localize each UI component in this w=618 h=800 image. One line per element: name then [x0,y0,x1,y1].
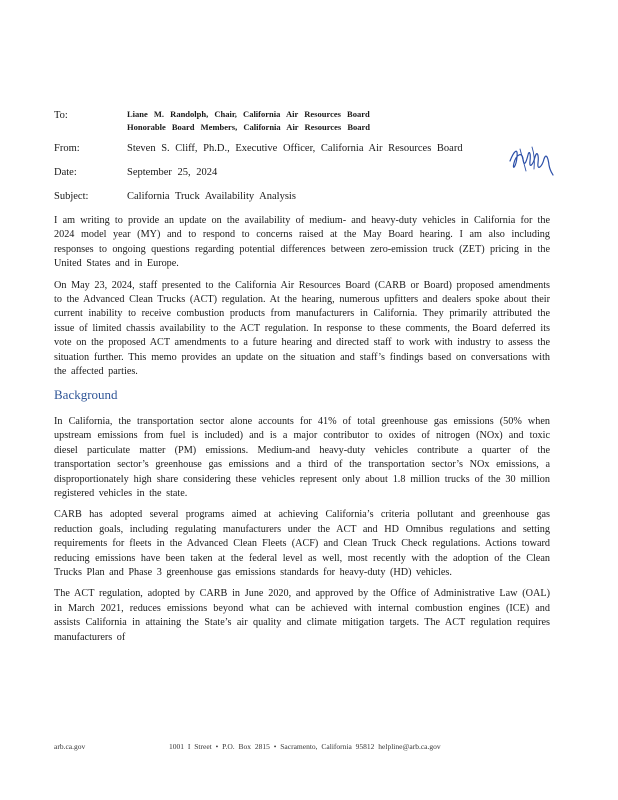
to-label: To: [54,110,68,121]
handwritten-signature [508,141,554,177]
subject-row [54,189,554,213]
to-recipient-members: Honorable Board Members, California Air Resources Board [127,122,371,132]
paragraph: In California, the transportation sector alone accounts for 41% of total greenhouse gas emissions (50% when upstream emissions from fuel is included) and is a major contributor to oxides of nitrogen (NOx) and toxic diesel particulate matter (PM) emissions. Medium-and heavy-duty vehicles contribute a quarter of the transportation sector’s greenhouse gas emissions and a third of the transportation sector’s NOx emissions, a disproportionately high share considering these vehicles represent only about 1.8 million trucks of the 30 million registered vehicles in the state. [54,415,550,499]
to-recipients [127,110,547,134]
subject-value: California Truck Availability Analysis [127,191,296,202]
paragraph: On May 23, 2024, staff presented to the California Air Resources Board (CARB or Board) proposed amendments to the Advanced Clean Trucks (ACT) regulation. At the hearing, numerous upfitters and dealers spoke about their current inability to receive combustion products from manufacturers in California. They primarily attributed the issue of limited chassis availability to the ACT regulation. In response to these comments, the Board deferred its vote on the proposed ACT amendments to a future hearing and directed staff to work with industry to assess the situation further. This memo provides an update on the situation and staff’s findings based on conversations with the affected parties. [54,279,550,378]
paragraph: I am writing to provide an update on the availability of medium- and heavy-duty vehicles in California for the 2024 model year (MY) and to respond to concerns raised at the May Board hearing. I am also including responses to ongoing questions regarding potential differences between zero-emission truck (ZET) pricing in the United States and in Europe. [54,215,550,270]
from-label: From: [54,143,80,154]
subject-label: Subject: [54,191,89,202]
section-heading-background: Background [54,387,118,403]
memo-header [54,108,554,213]
footer-address: 1001 I Street • P.O. Box 2815 • Sacramento, California 95812 helpline@arb.ca.gov [169,742,441,751]
from-row [54,141,554,165]
from-value: Steven S. Cliff, Ph.D., Executive Officer, California Air Resources Board [127,143,463,154]
date-row [54,165,554,189]
paragraph: CARB has adopted several programs aimed at achieving California’s criteria pollutant and greenhouse gas reduction goals, including regulating manufacturers under the ACT and HD Omnibus regulations and setting requirements for fleets in the Advanced Clean Fleets (ACF) and Clean Truck Check regulations. Actions toward reducing emissions have been taken at the federal level as well, most recently with the adoption of the Clean Trucks Plan and Phase 3 greenhouse gas emissions standards for heavy-duty (HD) vehicles. [54,509,550,578]
footer-website: arb.ca.gov [54,742,86,751]
to-row [54,108,554,141]
memo-body [54,214,550,652]
date-label: Date: [54,167,77,178]
paragraph: The ACT regulation, adopted by CARB in June 2020, and approved by the Office of Administrative Law (OAL) in March 2021, reduces emissions beyond what can be achieved with internal combustion engines (ICE) and assists California in attaining the State’s air quality and climate mitigation targets. The ACT regulation requires manufacturers of [54,588,550,643]
to-recipient-chair: Liane M. Randolph, Chair, California Air Resources Board [127,109,370,119]
date-value: September 25, 2024 [127,167,218,178]
